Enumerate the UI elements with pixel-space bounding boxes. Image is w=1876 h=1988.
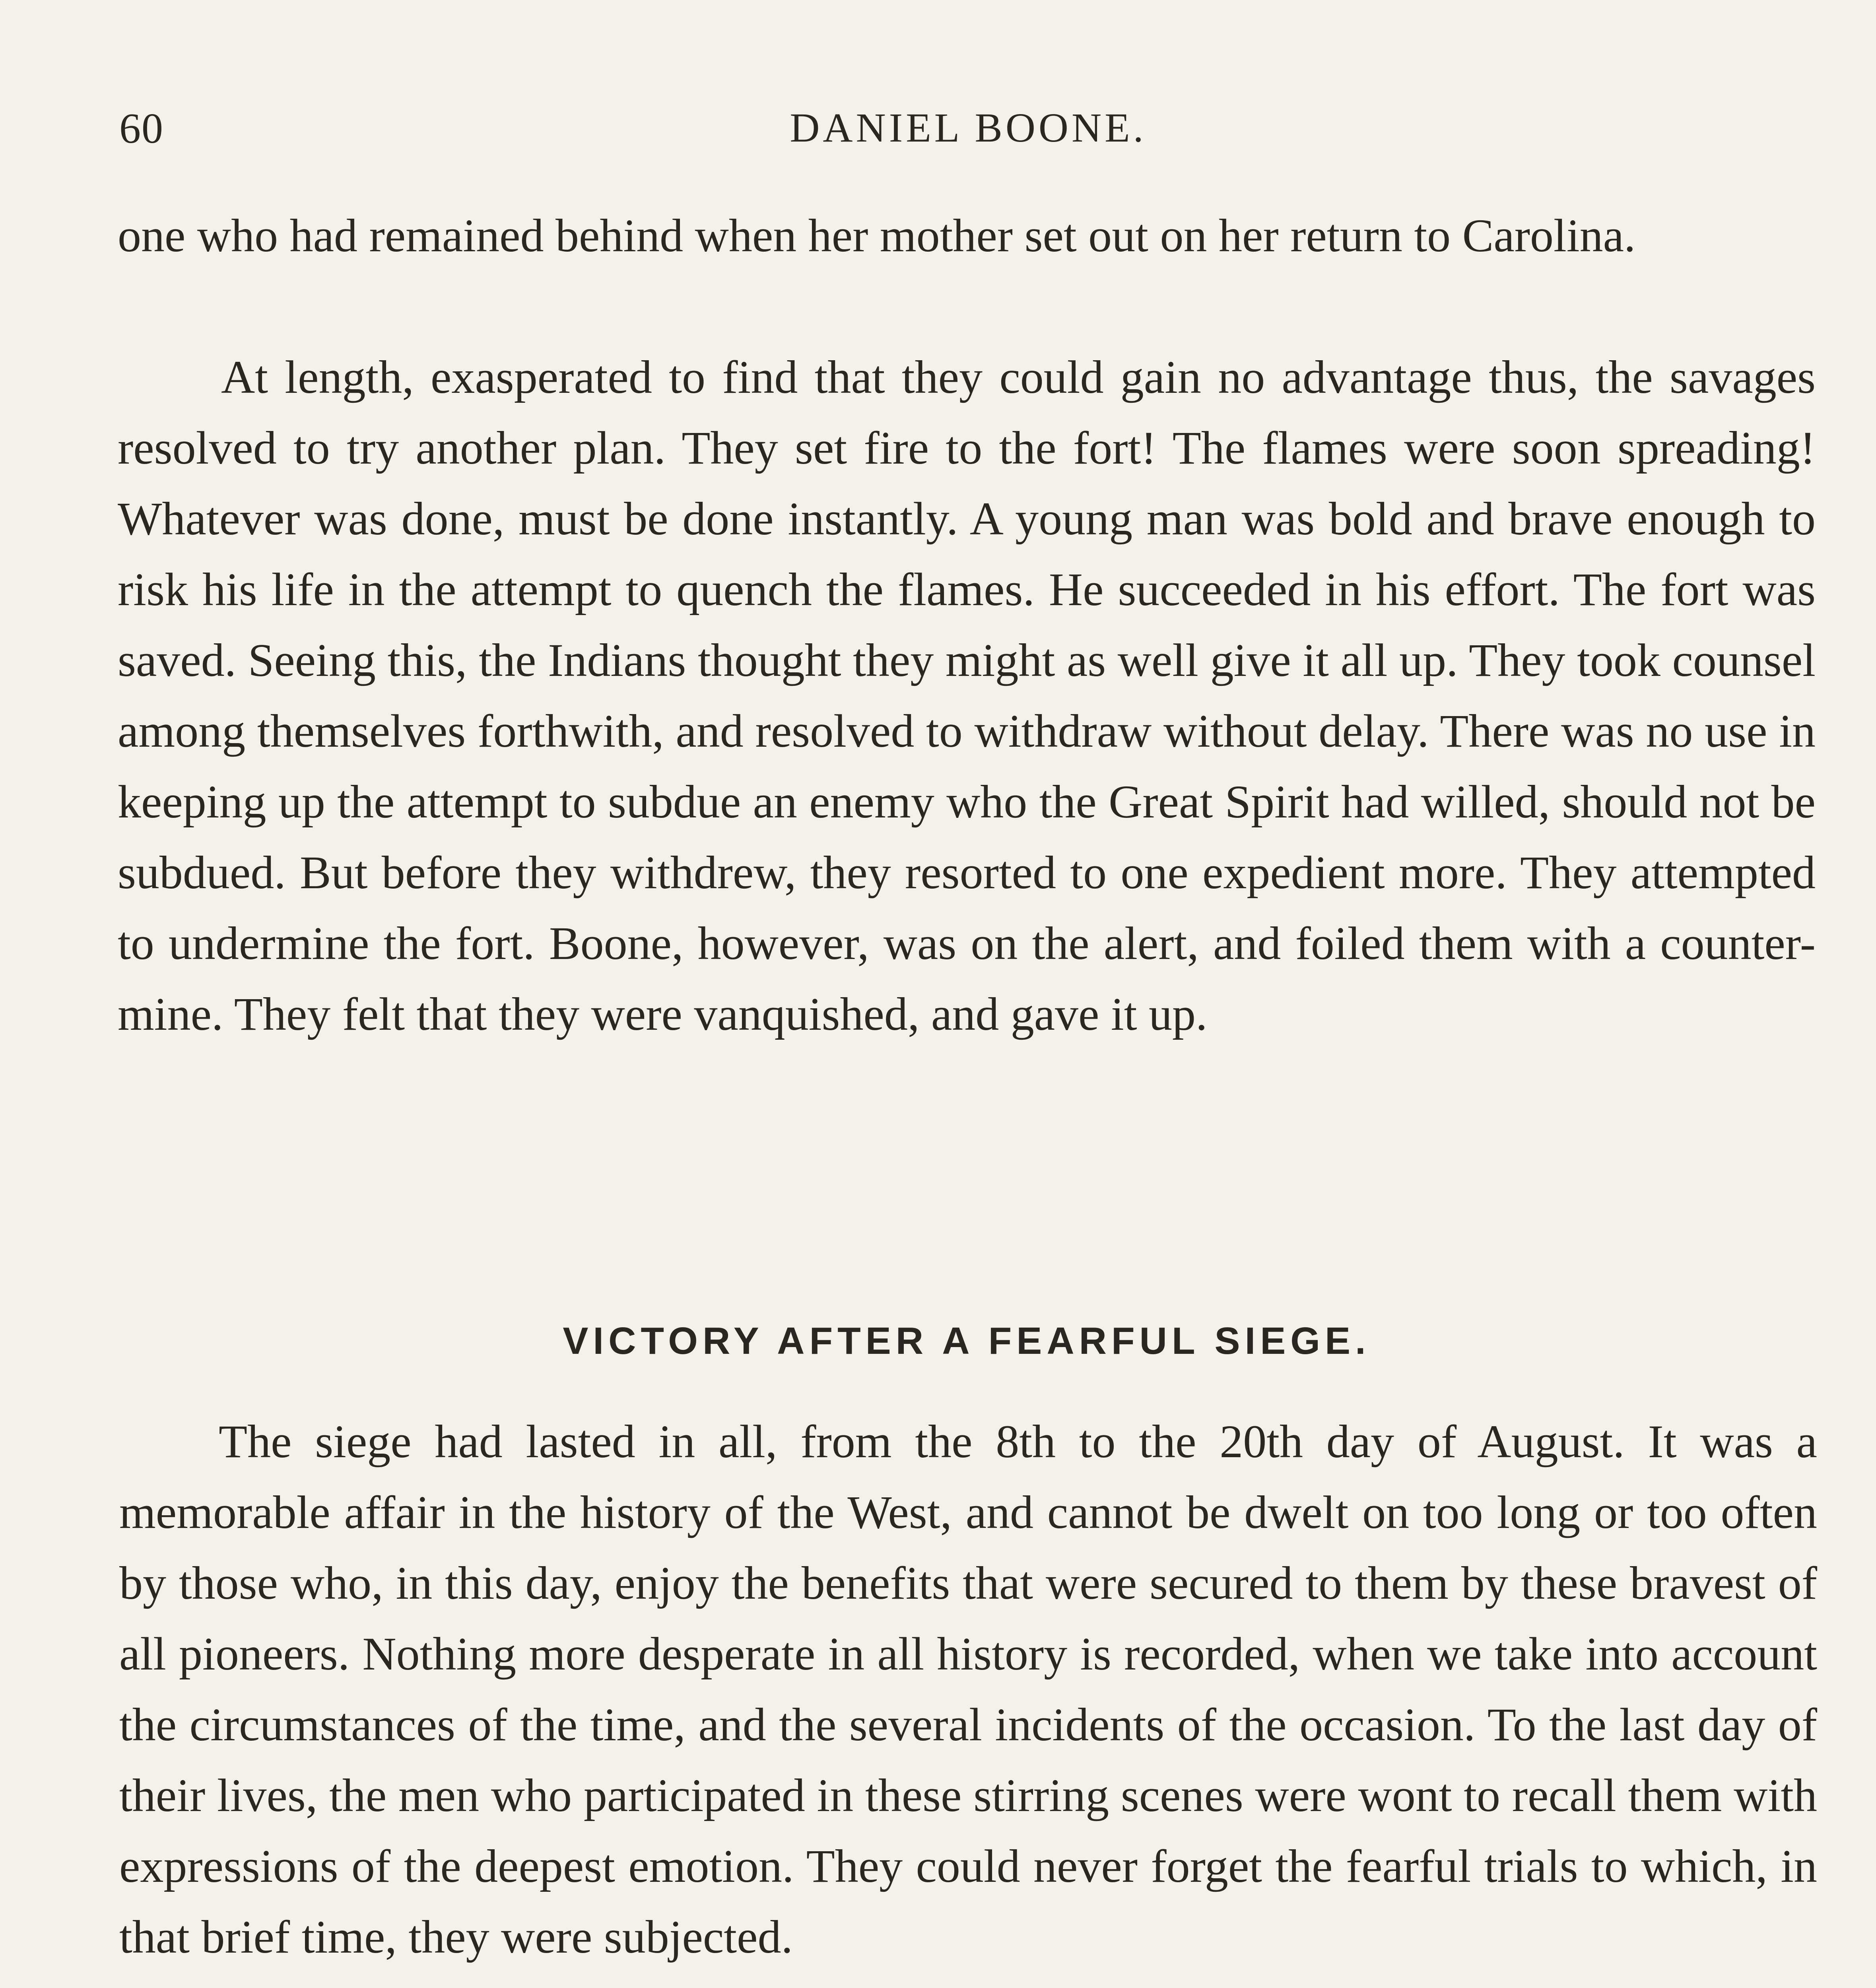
running-head [119, 104, 1817, 172]
paragraph-siege-summary: The siege had lasted in all, from the 8th to the 20th day of August. It was a memorable affair in the history of the West, and cannot be dwelt on too long or too often by those who, in this day, enjoy the benefits that were secured to them by these bravest of all pioneers. Nothing more desperate in all history is recorded, when we take into account the circumstances of the time, and the several incidents of the occasion. To the last day of their lives, the men who participated in these stirring scenes were wont to recall them with expressions of the deepest emotion. They could never forget the fearful trials to which, in that brief time, they were subjected. [119, 1415, 1817, 1963]
running-title: DANIEL BOONE. [790, 105, 1147, 151]
paragraph-continued: one who had remained behind when her mother set out on her return to Carolina. [118, 210, 1636, 262]
section-heading: VICTORY AFTER A FEARFUL SIEGE. [563, 1320, 1371, 1362]
page-number: 60 [119, 105, 164, 152]
paragraph-fire-attempt: At length, exasperated to find that they could gain no advantage thus, the savages resolved to try another plan. They set fire to the fort! The flames were soon spreading! Whatever was done, must be done instantly. A young man was bold and brave enough to risk his life in the attempt to quench the flames. He succeeded in his effort. The fort was saved. Seeing this, the Indians thought they might as well give it all up. They took counsel among themselves forthwith, and resolved to withdraw without delay. There was no use in keeping up the attempt to subdue an enemy who the Great Spirit had willed, should not be subdued. But before they withdrew, they resorted to one expedient more. They attempted to undermine the fort. Boone, however, was on the alert, and foiled them with a counter-mine. They felt that they were vanquished, and gave it up. [118, 351, 1816, 1040]
